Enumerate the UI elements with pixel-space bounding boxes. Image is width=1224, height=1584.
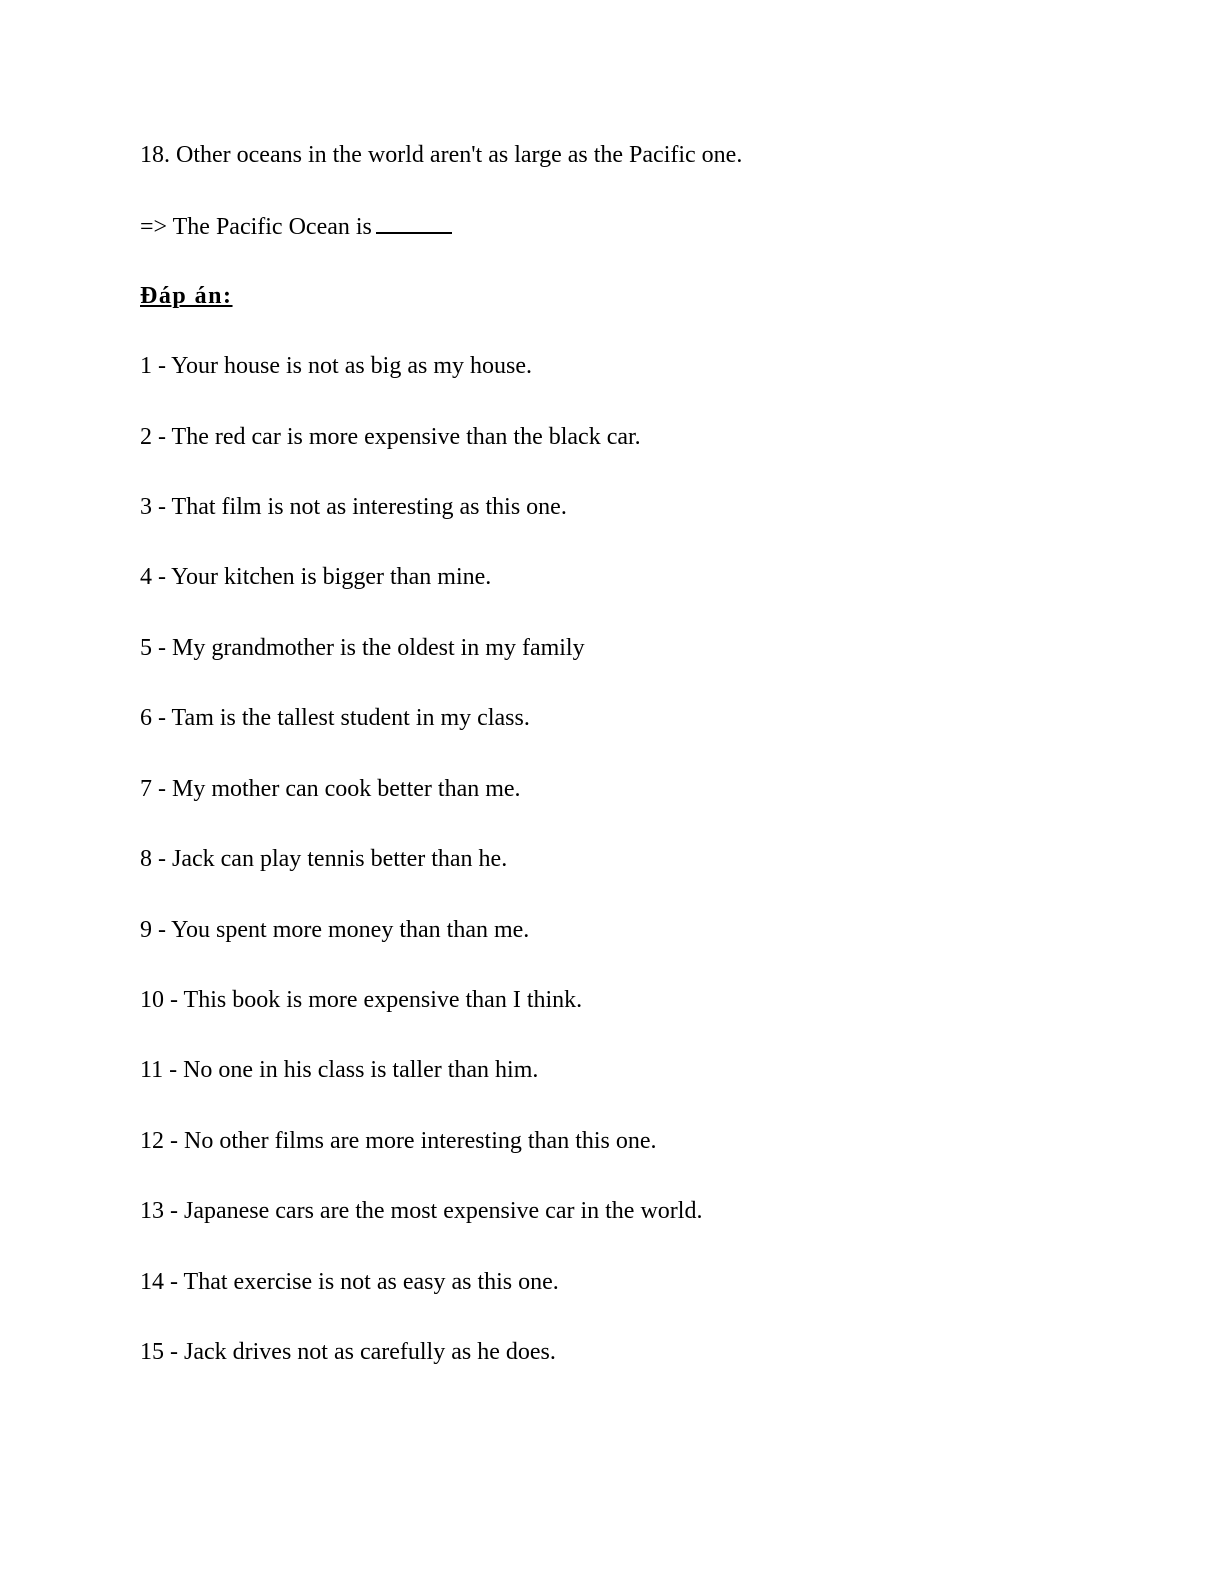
answer-item-3: 3 - That film is not as interesting as this one.: [140, 494, 567, 520]
question-18-text: 18. Other oceans in the world aren't as large as the Pacific one.: [140, 142, 743, 168]
answer-item-5: 5 - My grandmother is the oldest in my family: [140, 635, 585, 661]
answer-item-9: 9 - You spent more money than than me.: [140, 917, 530, 943]
answer-item-14: 14 - That exercise is not as easy as this one.: [140, 1269, 559, 1295]
answer-item-15: 15 - Jack drives not as carefully as he does.: [140, 1339, 556, 1365]
answers-heading: Đáp án:: [140, 283, 233, 309]
answer-item-2: 2 - The red car is more expensive than the black car.: [140, 424, 641, 450]
question-18-prompt-line: [140, 210, 452, 242]
answer-item-12: 12 - No other films are more interesting than this one.: [140, 1128, 657, 1154]
answer-item-4: 4 - Your kitchen is bigger than mine.: [140, 564, 492, 590]
question-18-prompt: => The Pacific Ocean is: [140, 214, 372, 240]
answer-item-8: 8 - Jack can play tennis better than he.: [140, 846, 508, 872]
answer-item-6: 6 - Tam is the tallest student in my class.: [140, 705, 530, 731]
answer-item-1: 1 - Your house is not as big as my house.: [140, 353, 533, 379]
answer-item-13: 13 - Japanese cars are the most expensive car in the world.: [140, 1198, 703, 1224]
answer-item-10: 10 - This book is more expensive than I think.: [140, 987, 583, 1013]
answer-item-7: 7 - My mother can cook better than me.: [140, 776, 521, 802]
answer-item-11: 11 - No one in his class is taller than him.: [140, 1057, 539, 1083]
answer-blank: [376, 210, 452, 234]
